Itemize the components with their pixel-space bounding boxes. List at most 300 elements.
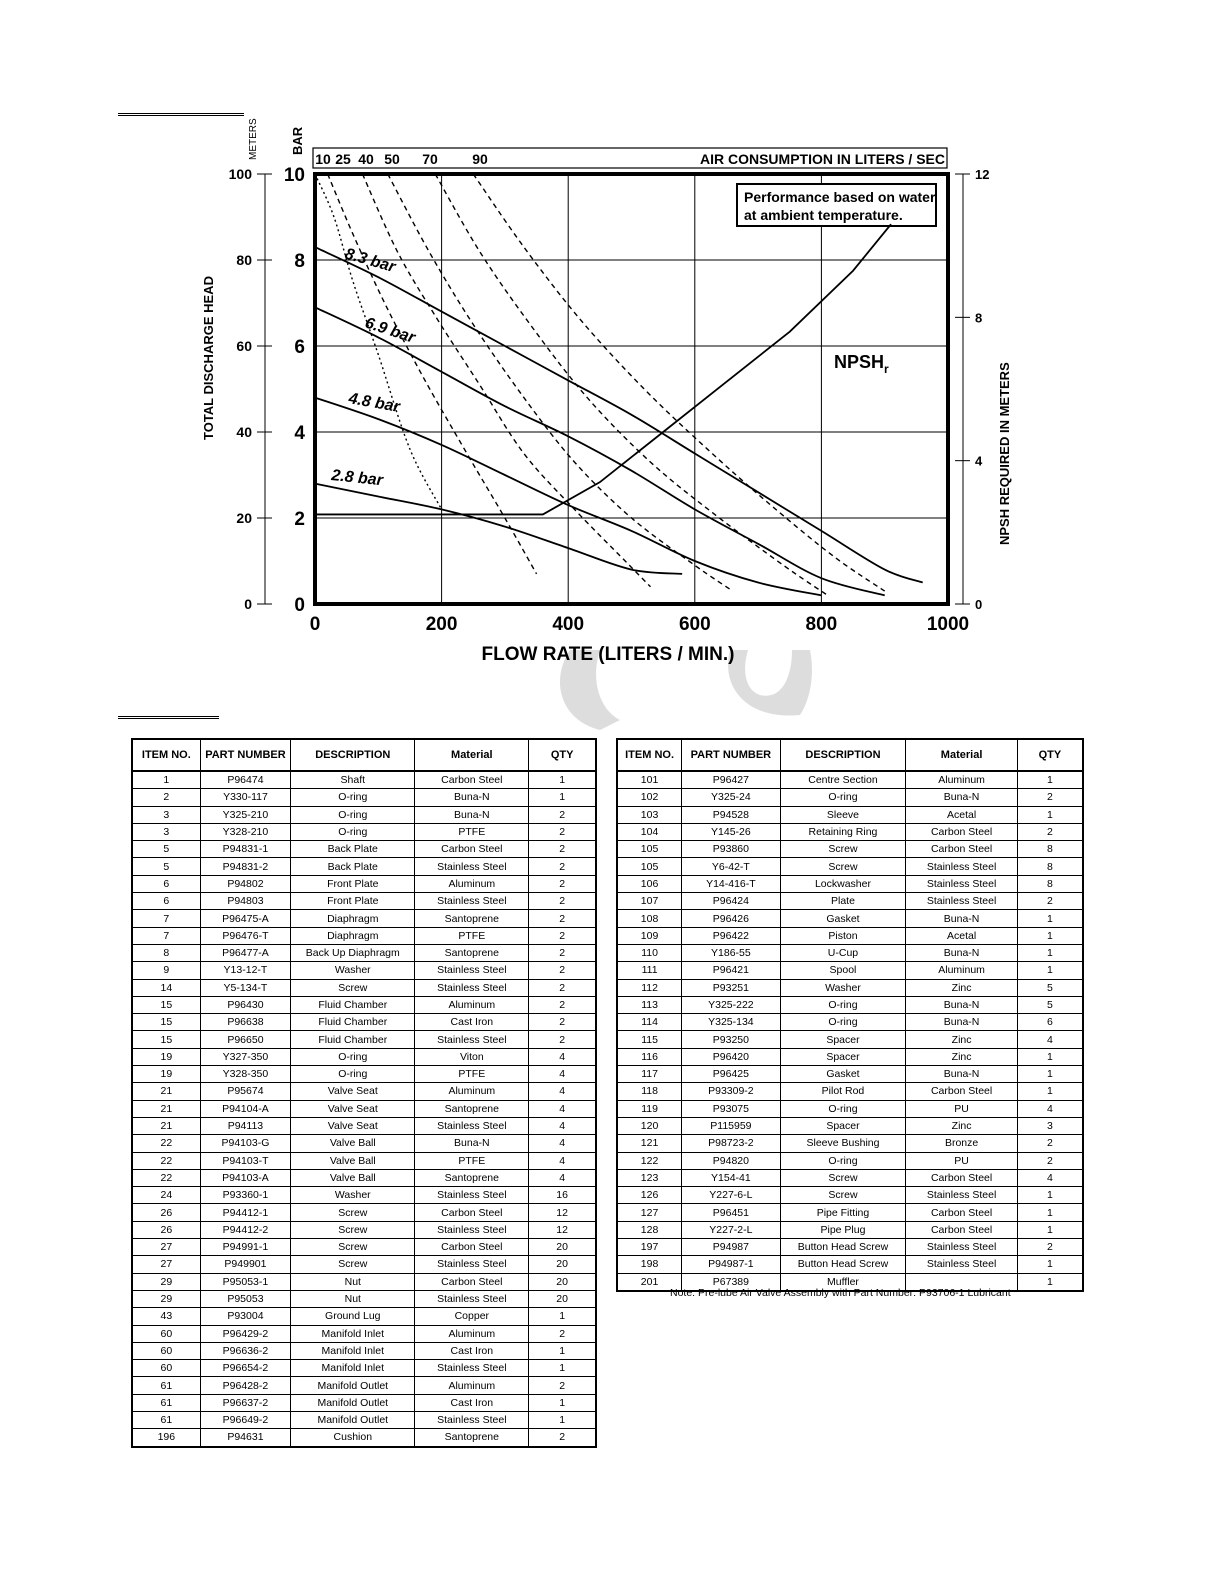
cell-qty: 12 [529,1204,596,1221]
cell-item-no: 5 [132,841,200,858]
cell-qty: 4 [529,1169,596,1186]
cell-description: O-ring [780,996,906,1013]
cell-description: Washer [291,1187,415,1204]
cell-part-number: Y328-210 [200,823,291,840]
cell-material: Aluminum [415,1325,529,1342]
table-row [617,858,1083,875]
table-row [132,979,596,996]
cell-item-no: 126 [617,1187,682,1204]
table-row [617,823,1083,840]
table-row [132,1031,596,1048]
cell-part-number: P96649-2 [200,1411,291,1428]
cell-material: Santoprene [415,1100,529,1117]
cell-description: Nut [291,1273,415,1290]
table-row [132,910,596,927]
cell-item-no: 22 [132,1152,200,1169]
table-row [132,1239,596,1256]
cell-qty: 2 [1017,1135,1083,1152]
table-row [617,1152,1083,1169]
cell-part-number: Y227-6-L [682,1187,781,1204]
table-row [617,1100,1083,1117]
cell-qty: 4 [529,1117,596,1134]
cell-item-no: 60 [132,1342,200,1359]
table-row [617,1204,1083,1221]
cell-part-number: P93250 [682,1031,781,1048]
meters-tick-label: 0 [244,596,252,612]
cell-material: Buna-N [906,1066,1018,1083]
cell-item-no: 198 [617,1256,682,1273]
cell-qty: 1 [529,1394,596,1411]
cell-item-no: 21 [132,1083,200,1100]
cell-part-number: Y6-42-T [682,858,781,875]
table-row [132,1204,596,1221]
cell-qty: 1 [1017,1048,1083,1065]
cell-part-number: Y327-350 [200,1048,291,1065]
series-6-9-bar [315,307,885,595]
cell-item-no: 15 [132,996,200,1013]
table-row [617,789,1083,806]
cell-material: Buna-N [415,806,529,823]
cell-item-no: 9 [132,962,200,979]
x-tick-labels [310,614,969,635]
cell-part-number: P94113 [200,1117,291,1134]
cell-material: Cast Iron [415,1394,529,1411]
cell-qty: 2 [529,893,596,910]
cell-item-no: 127 [617,1204,682,1221]
curve-label-8-3-bar: 8.3 bar [342,245,398,277]
cell-description: O-ring [780,1014,906,1031]
cell-qty: 2 [529,979,596,996]
cell-material: Stainless Steel [906,1239,1018,1256]
cell-description: Ground Lug [291,1308,415,1325]
table-row [132,1377,596,1394]
parts-table-right [616,738,1084,1292]
cell-description: Screw [291,1221,415,1238]
cell-part-number: P96426 [682,910,781,927]
performance-chart [0,0,1225,700]
cell-part-number: Y325-134 [682,1014,781,1031]
meters-tick-label: 40 [236,424,252,440]
cell-qty: 2 [1017,1239,1083,1256]
cell-item-no: 29 [132,1273,200,1290]
cell-material: PTFE [415,927,529,944]
cell-material: Aluminum [415,875,529,892]
cell-material: Santoprene [415,1429,529,1447]
cell-description: Front Plate [291,875,415,892]
cell-description: Lockwasher [780,875,906,892]
cell-part-number: P96636-2 [200,1342,291,1359]
cell-item-no: 7 [132,927,200,944]
cell-description: Screw [780,1169,906,1186]
cell-part-number: P94987 [682,1239,781,1256]
cell-qty: 1 [1017,1273,1083,1291]
cell-item-no: 104 [617,823,682,840]
cell-qty: 12 [529,1221,596,1238]
cell-material: Stainless Steel [906,893,1018,910]
cell-item-no: 6 [132,893,200,910]
cell-description: O-ring [291,806,415,823]
cell-qty: 2 [1017,893,1083,910]
table-row [617,893,1083,910]
cell-part-number: P96420 [682,1048,781,1065]
table-header-row [132,739,596,771]
cell-part-number: P115959 [682,1117,781,1134]
cell-material: Carbon Steel [415,1273,529,1290]
air-tick-label: 90 [472,151,488,167]
cell-qty: 1 [1017,910,1083,927]
cell-qty: 4 [529,1083,596,1100]
cell-description: Fluid Chamber [291,996,415,1013]
cell-qty: 1 [1017,1187,1083,1204]
cell-description: Front Plate [291,893,415,910]
cell-item-no: 105 [617,858,682,875]
cell-description: Valve Seat [291,1083,415,1100]
x-tick-label: 600 [678,614,711,635]
cell-qty: 16 [529,1187,596,1204]
npsh-tick-label: 0 [975,597,983,612]
cell-material: Bronze [906,1135,1018,1152]
cell-part-number: P949901 [200,1256,291,1273]
cell-item-no: 197 [617,1239,682,1256]
cell-material: Stainless Steel [415,858,529,875]
cell-material: Carbon Steel [906,1221,1018,1238]
cell-item-no: 106 [617,875,682,892]
cell-qty: 1 [529,1360,596,1377]
col-description: DESCRIPTION [291,739,415,771]
npsh-tick-label: 12 [975,167,990,182]
cell-description: Valve Seat [291,1117,415,1134]
cell-qty: 4 [529,1152,596,1169]
cell-part-number: P96475-A [200,910,291,927]
cell-material: Carbon Steel [906,841,1018,858]
air-tick-labels [315,151,488,167]
cell-qty: 20 [529,1290,596,1307]
cell-description: Shaft [291,771,415,789]
cell-material: Buna-N [906,996,1018,1013]
cell-part-number: P96422 [682,927,781,944]
table-row [617,1083,1083,1100]
cell-qty: 1 [529,771,596,789]
cell-item-no: 60 [132,1360,200,1377]
cell-description: Valve Ball [291,1135,415,1152]
table-row [617,1135,1083,1152]
cell-material: Buna-N [906,789,1018,806]
npsh-label-subscript: r [884,362,889,376]
cell-qty: 1 [1017,962,1083,979]
cell-item-no: 114 [617,1014,682,1031]
cell-item-no: 101 [617,771,682,789]
cell-description: Manifold Inlet [291,1360,415,1377]
cell-qty: 8 [1017,875,1083,892]
cell-part-number: P96424 [682,893,781,910]
cell-material: Carbon Steel [906,1204,1018,1221]
cell-part-number: P94831-2 [200,858,291,875]
cell-material: PU [906,1100,1018,1117]
col-qty: QTY [529,739,596,771]
cell-material: Zinc [906,1031,1018,1048]
cell-part-number: P96637-2 [200,1394,291,1411]
cell-description: Washer [291,962,415,979]
cell-part-number: P94803 [200,893,291,910]
cell-part-number: P96477-A [200,944,291,961]
cell-item-no: 19 [132,1048,200,1065]
right-axis-label: NPSH REQUIRED IN METERS [997,362,1012,545]
table-row [617,962,1083,979]
cell-material: Carbon Steel [906,1083,1018,1100]
cell-part-number: P96476-T [200,927,291,944]
cell-item-no: 112 [617,979,682,996]
cell-description: Manifold Outlet [291,1411,415,1428]
cell-description: Nut [291,1290,415,1307]
cell-part-number: P95053-1 [200,1273,291,1290]
cell-item-no: 15 [132,1031,200,1048]
cell-part-number: Y325-24 [682,789,781,806]
cell-material: Aluminum [415,1083,529,1100]
air-tick-label: 10 [315,151,331,167]
table-row [132,944,596,961]
cell-item-no: 7 [132,910,200,927]
cell-qty: 20 [529,1256,596,1273]
cell-item-no: 122 [617,1152,682,1169]
cell-qty: 1 [1017,927,1083,944]
table-row [132,893,596,910]
cell-part-number: Y325-222 [682,996,781,1013]
cell-part-number: P98723-2 [682,1135,781,1152]
cell-part-number: P94412-1 [200,1204,291,1221]
cell-description: Fluid Chamber [291,1014,415,1031]
cell-material: Zinc [906,1048,1018,1065]
cell-description: U-Cup [780,944,906,961]
cell-material: PTFE [415,823,529,840]
cell-part-number: P94631 [200,1429,291,1447]
cell-qty: 2 [529,823,596,840]
cell-description: Valve Ball [291,1152,415,1169]
table-row [132,1083,596,1100]
meters-tick-label: 80 [236,252,252,268]
npsh-tick-label: 4 [975,453,983,469]
cell-qty: 1 [1017,806,1083,823]
curve-label-4-8-bar: 4.8 bar [347,390,402,416]
table-row [617,1048,1083,1065]
table-row [132,1411,596,1428]
table-row [132,1100,596,1117]
cell-qty: 2 [1017,823,1083,840]
npsh-label [834,352,889,376]
table-row [132,1290,596,1307]
cell-material: Buna-N [906,1014,1018,1031]
cell-description: Washer [780,979,906,996]
left-outer-unit: METERS [248,118,259,160]
cell-qty: 1 [529,1342,596,1359]
cell-qty: 3 [1017,1117,1083,1134]
cell-qty: 4 [529,1100,596,1117]
cell-part-number: P96421 [682,962,781,979]
cell-part-number: Y154-41 [682,1169,781,1186]
table-row [132,1169,596,1186]
x-tick-label: 800 [805,614,838,635]
cell-material: Stainless Steel [415,1290,529,1307]
col-material: Material [415,739,529,771]
table-row [132,962,596,979]
cell-item-no: 19 [132,1066,200,1083]
table-row [617,1256,1083,1273]
cell-material: Stainless Steel [415,1031,529,1048]
cell-material: Carbon Steel [415,771,529,789]
cell-part-number: P93075 [682,1100,781,1117]
cell-description: Pipe Plug [780,1221,906,1238]
cell-part-number: P67389 [682,1273,781,1291]
cell-description: Sleeve [780,806,906,823]
cell-qty: 2 [529,962,596,979]
table-row [132,1135,596,1152]
table-row [132,1342,596,1359]
cell-item-no: 113 [617,996,682,1013]
table-row [132,858,596,875]
cell-part-number: Y227-2-L [682,1221,781,1238]
cell-item-no: 201 [617,1273,682,1291]
cell-item-no: 105 [617,841,682,858]
cell-part-number: P93309-2 [682,1083,781,1100]
cell-part-number: P94103-G [200,1135,291,1152]
cell-description: Piston [780,927,906,944]
cell-item-no: 15 [132,1014,200,1031]
cell-qty: 8 [1017,841,1083,858]
cell-item-no: 128 [617,1221,682,1238]
table-row [617,1187,1083,1204]
cell-part-number: P93251 [682,979,781,996]
cell-part-number: Y145-26 [682,823,781,840]
table-row [617,1221,1083,1238]
cell-item-no: 3 [132,823,200,840]
cell-item-no: 14 [132,979,200,996]
cell-qty: 2 [529,910,596,927]
table-row [617,806,1083,823]
cell-part-number: P96428-2 [200,1377,291,1394]
air-tick-label: 50 [384,151,400,167]
cell-description: Valve Ball [291,1169,415,1186]
table-row [132,1221,596,1238]
cell-item-no: 27 [132,1239,200,1256]
cell-material: PTFE [415,1152,529,1169]
cell-description: Pipe Fitting [780,1204,906,1221]
cell-material: PTFE [415,1066,529,1083]
table-row [617,1169,1083,1186]
cell-material: Stainless Steel [415,1256,529,1273]
table-row [617,927,1083,944]
cell-qty: 4 [529,1048,596,1065]
table-row [132,1187,596,1204]
table-row [132,1048,596,1065]
cell-part-number: P96429-2 [200,1325,291,1342]
table-row [617,875,1083,892]
parts-table-right-body [617,771,1083,1291]
cell-material: Santoprene [415,910,529,927]
cell-item-no: 120 [617,1117,682,1134]
right-tick-labels [955,167,989,612]
cell-description: Pilot Rod [780,1083,906,1100]
cell-material: Carbon Steel [415,841,529,858]
table-row [132,1325,596,1342]
cell-material: Zinc [906,1117,1018,1134]
cell-part-number: P94991-1 [200,1239,291,1256]
cell-description: Retaining Ring [780,823,906,840]
cell-item-no: 26 [132,1204,200,1221]
cell-item-no: 103 [617,806,682,823]
cell-item-no: 3 [132,806,200,823]
cell-part-number: P94820 [682,1152,781,1169]
cell-qty: 1 [1017,1221,1083,1238]
chart-note-line-1: Performance based on water [744,189,936,205]
lubricant-note: Note: Pre-lube Air Valve Assembly with Part Number: P93706-1 Lubricant [670,1287,1011,1299]
col-item-no: ITEM NO. [617,739,682,771]
cell-item-no: 2 [132,789,200,806]
left-axis-label: TOTAL DISCHARGE HEAD [201,276,216,440]
cell-qty: 2 [1017,1152,1083,1169]
cell-qty: 2 [529,1014,596,1031]
cell-description: Diaphragm [291,910,415,927]
cell-part-number: P94987-1 [682,1256,781,1273]
cell-description: Back Up Diaphragm [291,944,415,961]
cell-qty: 20 [529,1273,596,1290]
cell-description: Screw [291,979,415,996]
bar-tick-label: 0 [294,595,305,616]
cell-material: Cast Iron [415,1342,529,1359]
cell-item-no: 61 [132,1394,200,1411]
cell-qty: 1 [1017,944,1083,961]
cell-qty: 1 [529,789,596,806]
table-row [132,1394,596,1411]
cell-item-no: 1 [132,771,200,789]
cell-material: Santoprene [415,1169,529,1186]
table-row [617,910,1083,927]
cell-item-no: 8 [132,944,200,961]
cell-description: Manifold Outlet [291,1377,415,1394]
cell-description: Centre Section [780,771,906,789]
cell-part-number: Y14-416-T [682,875,781,892]
table-row [132,1256,596,1273]
cell-description: Gasket [780,1066,906,1083]
cell-qty: 2 [529,841,596,858]
curve-label-6-9-bar: 6.9 bar [362,314,418,347]
table-row [132,1014,596,1031]
npsh-label-text: NPSH [834,352,885,372]
cell-qty: 2 [1017,789,1083,806]
cell-material: Cast Iron [415,1014,529,1031]
cell-description: Gasket [780,910,906,927]
cell-qty: 1 [1017,1256,1083,1273]
cell-description: O-ring [780,789,906,806]
cell-description: Screw [780,1187,906,1204]
cell-description: O-ring [291,1048,415,1065]
chart-grid [315,174,948,604]
cell-description: Back Plate [291,858,415,875]
meters-tick-label: 60 [236,338,252,354]
cell-item-no: 22 [132,1135,200,1152]
cell-part-number: P96430 [200,996,291,1013]
cell-material: Copper [415,1308,529,1325]
cell-description: O-ring [291,823,415,840]
table-row [617,1014,1083,1031]
table-row [132,996,596,1013]
cell-qty: 2 [529,806,596,823]
cell-item-no: 110 [617,944,682,961]
cell-item-no: 196 [132,1429,200,1447]
cell-part-number: P93860 [682,841,781,858]
cell-description: Spacer [780,1048,906,1065]
cell-material: Santoprene [415,944,529,961]
cell-material: Stainless Steel [415,962,529,979]
cell-material: PU [906,1152,1018,1169]
